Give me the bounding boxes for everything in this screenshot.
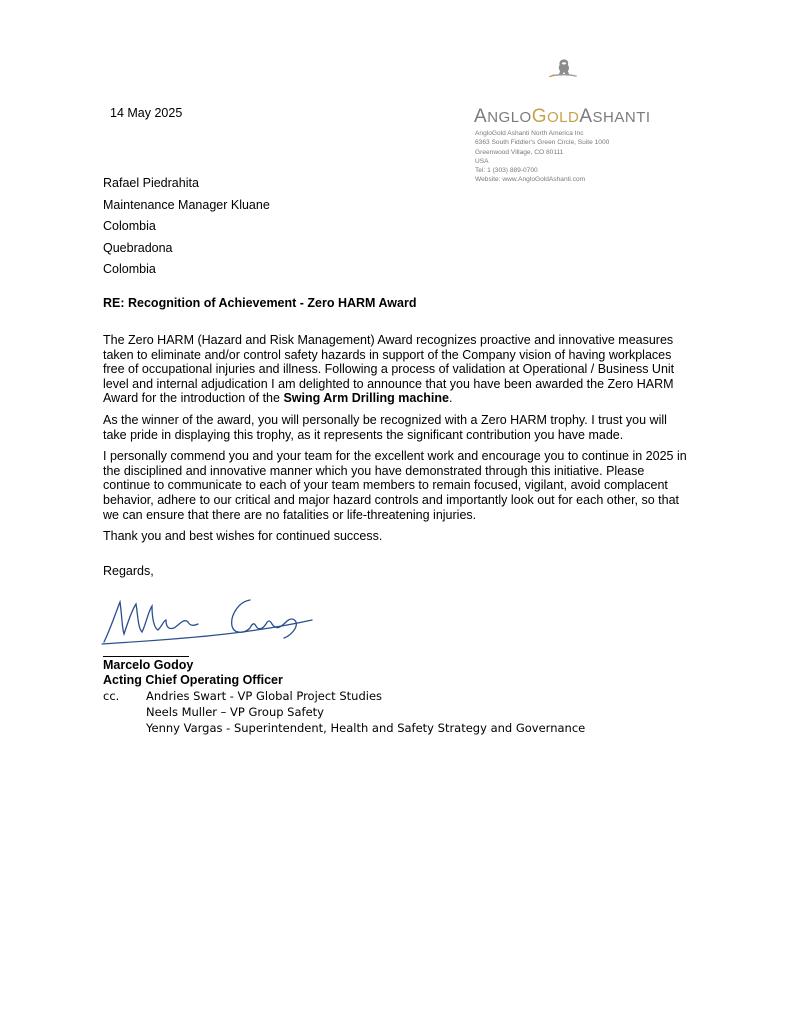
cc-label: cc.	[103, 689, 120, 703]
address-line: USA	[475, 157, 489, 165]
recipient-line: Rafael Piedrahita	[103, 176, 199, 190]
recipient-line: Maintenance Manager Kluane	[103, 197, 270, 212]
brand-part: A	[474, 106, 488, 127]
cc-recipient: Andries Swart - VP Global Project Studies	[146, 689, 383, 703]
body-paragraph-3: I personally commend you and your team for the excellent work and encourage you to continue in 2025 in the disciplined and innovative manner which you have demonstrated through this initiative. Please continue to communicate to each of your team members to remain focused, vigilant, avoid complacent behavior, adhere to our critical and major hazard controls and importantly look out for each other, so that we can ensure that there are no fatalities or life-threatening injuries.	[103, 449, 687, 522]
letter-subject: RE: Recognition of Achievement - Zero HARM Award	[103, 296, 417, 310]
recipient-block	[103, 176, 270, 284]
brand-part: SHANTI	[592, 109, 651, 126]
cc-recipient: Neels Muller – VP Group Safety	[146, 705, 324, 719]
handwritten-signature	[100, 590, 315, 648]
award-project-name: Swing Arm Drilling machine	[283, 391, 449, 406]
company-address	[475, 129, 609, 185]
paragraph-text: The Zero HARM (Hazard and Risk Management) Award recognizes proactive and innovative measures taken to eliminate and/or control safety hazards in support of the Company vision of having workplaces free of occupational injuries and illness. Following a process of validation at Operational / Business Unit level and internal adjudication I am delighted to announce that you have been awarded the Zero HARM Award for the introduction of the	[103, 333, 675, 406]
brand-part: OLD	[546, 109, 580, 126]
address-line: 6363 South Fiddler's Green Circle, Suite 1000	[475, 139, 610, 147]
paragraph-text: .	[448, 391, 453, 406]
address-line: AngloGold Ashanti North America Inc	[475, 130, 584, 137]
lion-emblem-icon	[549, 60, 577, 78]
body-paragraph-2: As the winner of the award, you will personally be recognized with a Zero HARM trophy. I trust you will take pride in displaying this trophy, as it represents the significant contribution you have made.	[103, 412, 667, 442]
cc-block	[103, 688, 603, 738]
address-line: Greenwood Village, CO 80111	[475, 148, 564, 156]
signatory-block	[103, 658, 283, 688]
recipient-line: Quebradona	[103, 240, 173, 255]
company-brand-name	[474, 106, 651, 128]
recipient-line: Colombia	[103, 262, 156, 277]
brand-part: NGLO	[487, 109, 532, 126]
signatory-name: Marcelo Godoy	[103, 658, 194, 672]
body-paragraph-1	[103, 333, 693, 406]
address-line: Website: www.AngloGoldAshanti.com	[475, 176, 586, 184]
brand-part: G	[531, 106, 547, 127]
cc-list	[146, 688, 585, 736]
signature-line	[103, 656, 189, 657]
letter-date: 14 May 2025	[110, 106, 183, 120]
company-logo	[474, 58, 684, 108]
body-paragraph-4: Thank you and best wishes for continued success.	[103, 529, 383, 544]
closing: Regards,	[103, 564, 154, 578]
recipient-line: Colombia	[103, 219, 156, 234]
signatory-title: Acting Chief Operating Officer	[103, 673, 283, 687]
letter-body	[103, 333, 693, 551]
cc-recipient: Yenny Vargas - Superintendent, Health and Safety Strategy and Governance	[146, 721, 586, 735]
brand-part: A	[579, 106, 593, 127]
address-line: Tel: 1 (303) 889-0700	[475, 167, 538, 175]
